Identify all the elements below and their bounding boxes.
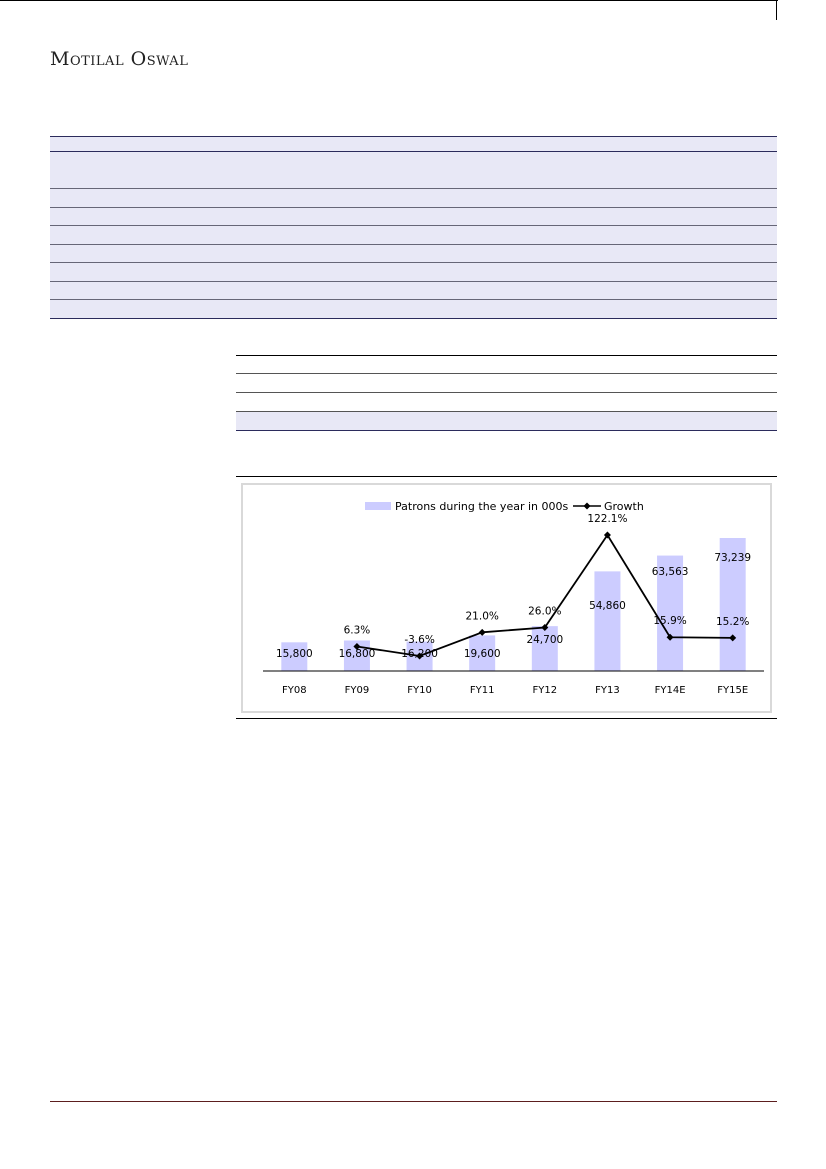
growth-point [479, 629, 486, 636]
chart-legend [365, 500, 644, 513]
bar-value-label: 24,700 [526, 634, 564, 646]
data-table-1 [50, 136, 777, 319]
x-tick-label: FY13 [595, 685, 620, 696]
bar-value-label: 54,860 [589, 600, 626, 612]
bar-value-label: 63,563 [651, 566, 689, 578]
bar-value-label: 19,600 [463, 648, 501, 660]
data-table-2 [236, 355, 777, 431]
x-tick-label: FY12 [532, 685, 558, 696]
bar-fy12 [532, 626, 558, 671]
table-row [236, 355, 777, 374]
table-row [50, 226, 777, 245]
x-tick-label: FY11 [469, 685, 495, 696]
combo-chart [243, 485, 770, 711]
bar-value-label: 73,239 [714, 552, 752, 564]
growth-value-label: -3.6% [404, 634, 435, 646]
bar-value-label: 16,800 [338, 648, 376, 660]
top-rule-tick [776, 0, 777, 20]
legend-label-line: Growth [604, 500, 644, 513]
table-row [50, 208, 777, 226]
table-row [50, 189, 777, 208]
table-header-row [50, 136, 777, 152]
table-row [236, 412, 777, 431]
table-row [236, 374, 777, 393]
bar-value-label: 15,800 [275, 648, 313, 660]
bar-value-label: 16,200 [401, 648, 438, 660]
x-tick-label: FY14E [654, 685, 686, 696]
legend-swatch-bars [365, 502, 391, 510]
growth-value-label: 122.1% [587, 513, 628, 525]
top-rule [0, 0, 778, 1]
growth-value-label: 6.3% [343, 624, 371, 637]
x-tick-label: FY10 [407, 685, 432, 696]
bar-fy13 [594, 571, 620, 671]
x-tick-label: FY09 [344, 685, 370, 696]
chart-frame [236, 476, 777, 719]
table-row [50, 152, 777, 189]
footer-rule [50, 1101, 777, 1102]
table-row [50, 263, 777, 282]
table-row [50, 282, 777, 300]
brand-logo: Motilal Oswal [50, 48, 189, 70]
legend-label-bars: Patrons during the year in 000s [395, 500, 569, 513]
x-tick-label: FY15E [717, 685, 749, 696]
growth-value-label: 15.2% [716, 615, 750, 628]
growth-value-label: 26.0% [528, 605, 562, 618]
table-row [236, 393, 777, 412]
chart-panel [241, 483, 772, 713]
growth-value-label: 21.0% [465, 610, 499, 623]
growth-value-label: 15.9% [653, 615, 687, 628]
legend-marker [584, 503, 591, 510]
table-row [50, 245, 777, 263]
table-row [50, 300, 777, 319]
x-tick-label: FY08 [282, 685, 307, 696]
